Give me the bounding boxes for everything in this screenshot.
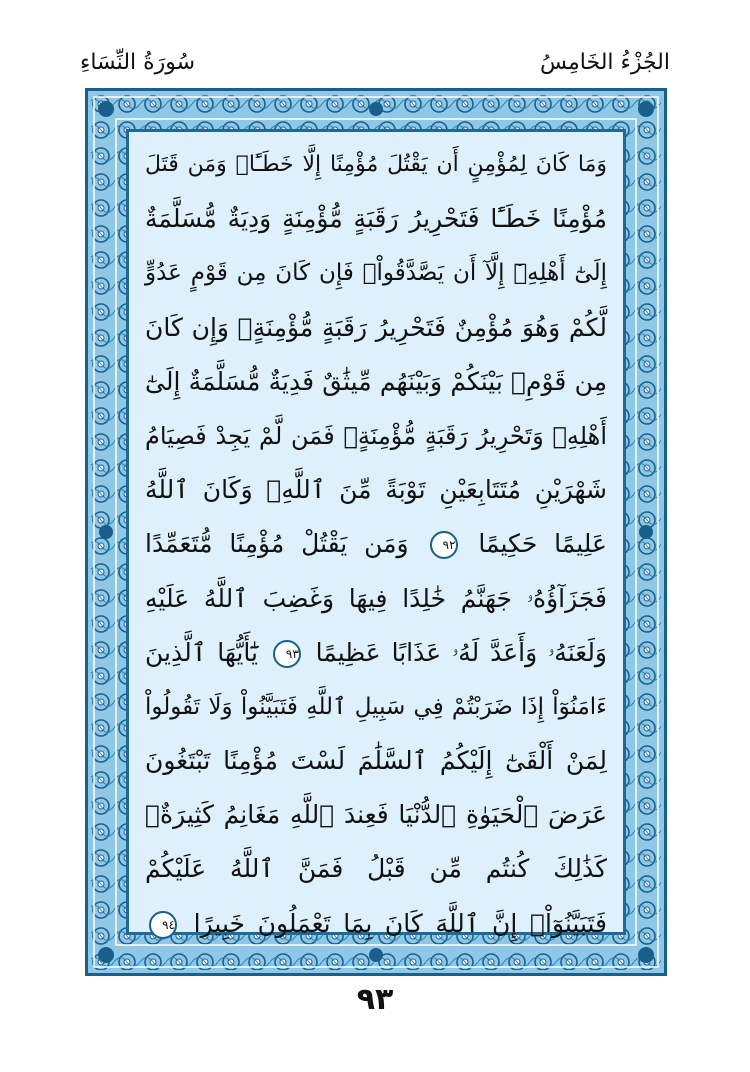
text-line-6: أَهْلِهِۦ وَتَحْرِيرُ رَقَبَةٍ مُّؤْمِنَةٍۖ فَمَن لَّمْ يَجِدْ فَصِيَامُ <box>145 421 607 450</box>
text-line-15: فَتَبَيَّنُوٓاْۚ إِنَّ ٱللَّهَ كَانَ بِمَا تَعْمَلُونَ خَبِيرًا ٩٤ <box>145 897 607 951</box>
text-line-10: وَلَعَنَهُۥ وَأَعَدَّ لَهُۥ عَذَابًا عَظِيمًا ٩٣ يَٰٓأَيُّهَا ٱلَّذِينَ <box>145 637 608 667</box>
text-line-14: كَذَٰلِكَ كُنتُم مِّن قَبْلُ فَمَنَّ ٱللَّهُ عَلَيْكُمْ <box>145 854 607 884</box>
text-line-3: إِلَىٰٓ أَهْلِهِۦٓ إِلَّآ أَن يَصَّدَّقُواْۚ فَإِن كَانَ مِن قَوْمٍ عَدُوٍّ <box>145 260 607 287</box>
ayah-marker-93: ٩٣ <box>273 640 301 668</box>
text-line-1: وَمَا كَانَ لِمُؤْمِنٍ أَن يَقْتُلَ مُؤْمِنًا إِلَّا خَطَـًٔاۚ وَمَن قَتَلَ <box>145 152 607 177</box>
surah-title: سُورَةُ النِّسَاءِ <box>80 50 196 75</box>
ayah-marker-92: ٩٢ <box>430 531 458 559</box>
text-line-8: عَلِيمًا حَكِيمًا ٩٢ وَمَن يَقْتُلْ مُؤْمِنًا مُّتَعَمِّدًا <box>145 529 607 559</box>
juz-title: الجُزْءُ الخَامِسُ <box>539 50 670 75</box>
text-line-9: فَجَزَآؤُهُۥ جَهَنَّمُ خَٰلِدًا فِيهَا وَغَضِبَ ٱللَّهُ عَلَيْهِ <box>145 583 607 613</box>
text-line-13: عَرَضَ ٱلْحَيَوٰةِ ٱلدُّنْيَا فَعِندَ ٱللَّهِ مَغَانِمُ كَثِيرَةٌۚ <box>145 800 607 830</box>
page-number: ٩٣ <box>356 982 394 1017</box>
text-line-12: لِمَنْ أَلْقَىٰٓ إِلَيْكُمُ ٱلسَّلَٰمَ لَسْتَ مُؤْمِنًا تَبْتَغُونَ <box>145 746 607 776</box>
quran-lines <box>145 138 608 938</box>
text-panel <box>126 129 626 938</box>
text-line-11: ءَامَنُوٓاْ إِذَا ضَرَبْتُمْ فِي سَبِيلِ ٱللَّهِ فَتَبَيَّنُواْ وَلَا تَقُولُواْ <box>145 693 607 720</box>
page-header <box>80 40 670 90</box>
ornamental-frame <box>85 88 667 976</box>
text-line-7: شَهْرَيْنِ مُتَتَابِعَيْنِ تَوْبَةً مِّنَ ٱللَّهِۗ وَكَانَ ٱللَّهُ <box>145 475 607 505</box>
text-line-4: لَّكُمْ وَهُوَ مُؤْمِنٌ فَتَحْرِيرُ رَقَبَةٍ مُّؤْمِنَةٍۖ وَإِن كَانَ <box>145 312 607 342</box>
text-line-2: مُؤْمِنًا خَطَـًٔا فَتَحْرِيرُ رَقَبَةٍ مُّؤْمِنَةٍ وَدِيَةٌ مُّسَلَّمَةٌ <box>145 204 607 234</box>
text-line-5: مِن قَوْمِۭ بَيْنَكُمْ وَبَيْنَهُم مِّيثَٰقٌ فَدِيَةٌ مُّسَلَّمَةٌ إِلَىٰٓ <box>145 366 607 396</box>
ayah-marker-94: ٩٤ <box>149 911 177 939</box>
